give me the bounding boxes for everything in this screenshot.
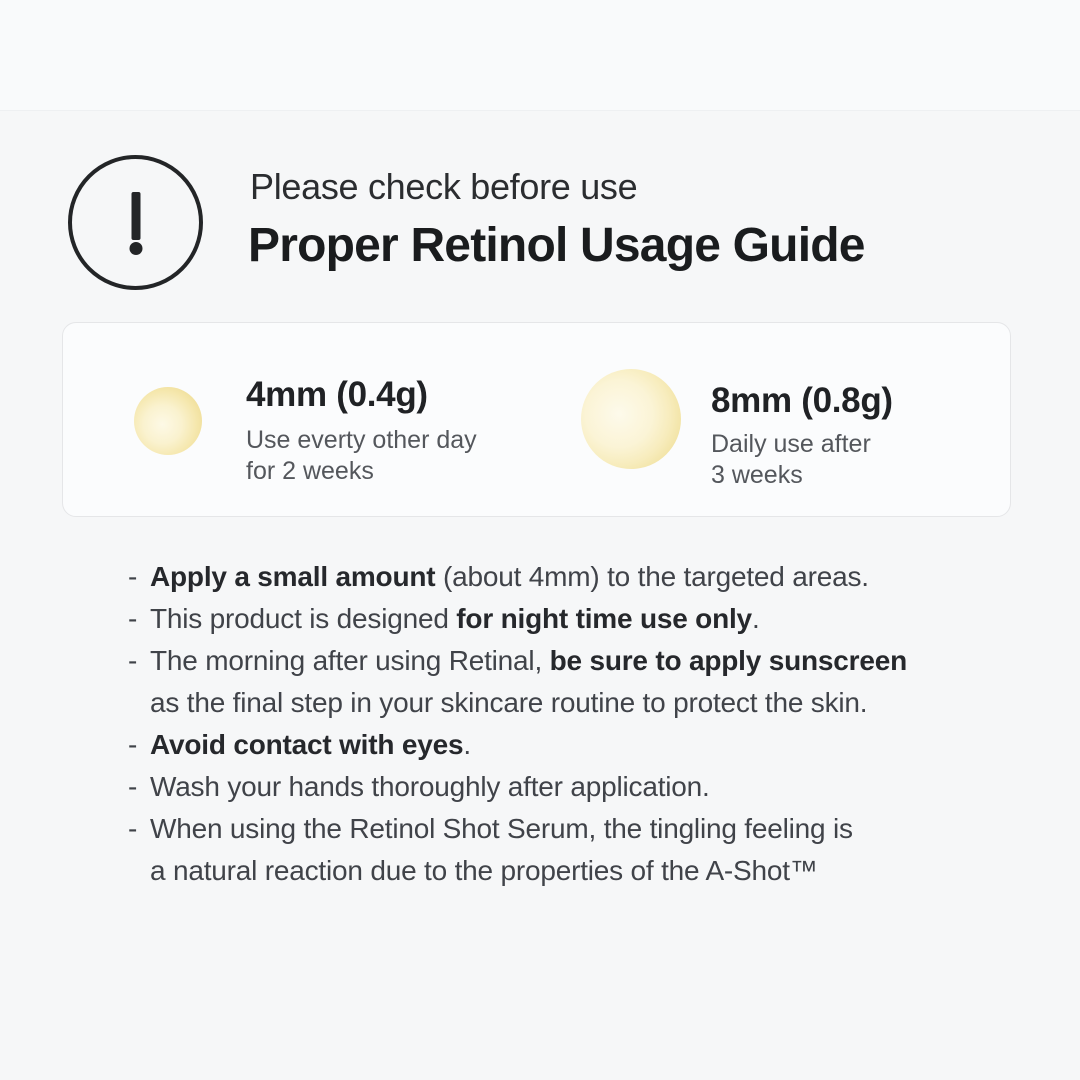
- instruction-line: [128, 724, 1048, 766]
- instruction-text: a natural reaction due to the properties of the A-Shot™: [150, 855, 818, 886]
- dose-desc-8mm: [711, 429, 871, 491]
- instruction-text: Apply a small amount (about 4mm) to the targeted areas.: [150, 561, 869, 592]
- dose-desc-4mm-line2: for 2 weeks: [246, 457, 374, 485]
- instruction-line: [128, 640, 1048, 682]
- exclamation-bar: [131, 192, 140, 240]
- bullet-dash: -: [128, 561, 138, 592]
- instructions-list: [128, 556, 1048, 892]
- instruction-line: [128, 766, 1048, 808]
- bullet-dash: -: [128, 729, 138, 760]
- instruction-line: [128, 850, 1048, 892]
- instruction-text: When using the Retinol Shot Serum, the tingling feeling is: [150, 813, 853, 844]
- instruction-text: The morning after using Retinal, be sure to apply sunscreen: [150, 645, 907, 676]
- instruction-line: [128, 556, 1048, 598]
- exclamation-dot: [129, 242, 142, 255]
- bullet-dash: [128, 850, 150, 892]
- instruction-text: as the final step in your skincare routine to protect the skin.: [150, 687, 868, 718]
- instruction-text: This product is designed for night time use only.: [150, 603, 760, 634]
- instruction-line: [128, 598, 1048, 640]
- header-subtitle: Please check before use: [250, 166, 638, 207]
- dose-amount-4mm: 4mm (0.4g): [246, 375, 428, 414]
- instruction-text: Wash your hands thoroughly after application.: [150, 771, 710, 802]
- dose-desc-4mm: [246, 425, 477, 487]
- dosage-card: [62, 322, 1011, 517]
- dose-desc-8mm-line2: 3 weeks: [711, 461, 803, 489]
- top-section-divider: [0, 0, 1080, 111]
- instruction-line: [128, 682, 1048, 724]
- bullet-dash: -: [128, 813, 138, 844]
- dose-desc-8mm-line1: Daily use after: [711, 430, 871, 458]
- serum-drop-small-icon: [134, 387, 202, 455]
- page-title: Proper Retinol Usage Guide: [248, 219, 865, 272]
- instruction-text: Avoid contact with eyes.: [150, 729, 471, 760]
- bullet-dash: -: [128, 771, 138, 802]
- bullet-dash: -: [128, 645, 138, 676]
- bullet-dash: -: [128, 603, 138, 634]
- bullet-dash: [128, 682, 150, 724]
- instruction-line: [128, 808, 1048, 850]
- exclamation-circle-icon: [68, 155, 203, 290]
- dose-desc-4mm-line1: Use everty other day: [246, 426, 477, 454]
- dose-amount-8mm: 8mm (0.8g): [711, 381, 893, 420]
- serum-drop-large-icon: [581, 369, 681, 469]
